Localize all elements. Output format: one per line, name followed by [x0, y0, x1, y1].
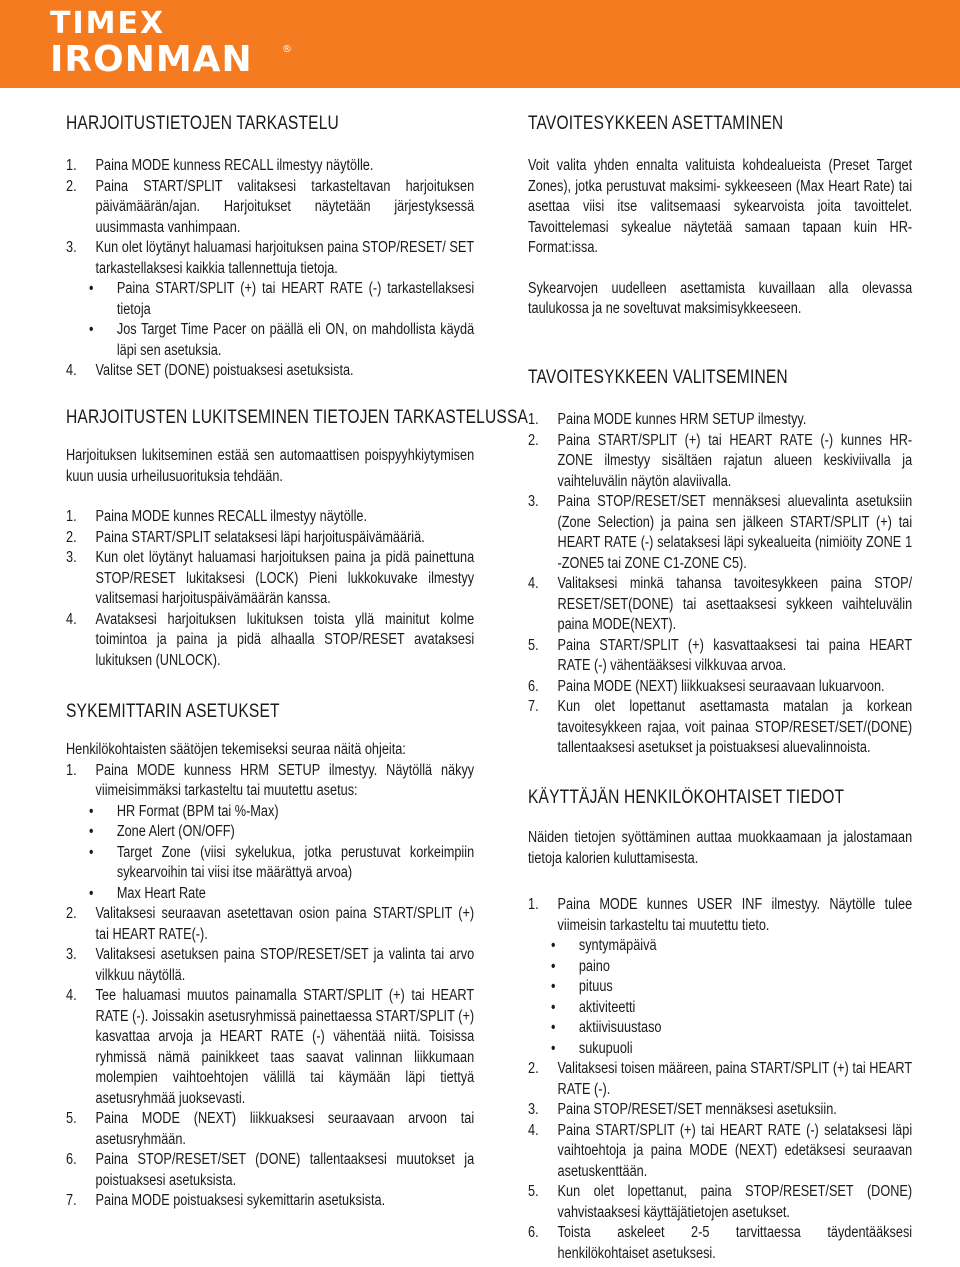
numbered-list	[528, 410, 912, 759]
numbered-list	[66, 761, 474, 802]
list-item: 7. Kun olet lopettanut asettamasta matalan ja korkean tavoitesykkeen rajaa, voit painaa STOP/RESET/SET/(DONE) tallentaaksesi asetukset ja poistuaksesi aluevalinnoista.	[528, 698, 913, 756]
logo-ironman: IRONMAN	[50, 39, 253, 80]
section-intro: Harjoituksen lukitseminen estää sen automaattisen poispyyhkiytymisen kuun uusia urheilusuorituksia tehdään.	[66, 447, 475, 485]
section-intro: Näiden tietojen syöttäminen auttaa muokkaamaan ja jalostamaan tietoja kalorien kuluttamisesta.	[528, 829, 913, 867]
paragraph: Sykearvojen uudelleen asettamista kuvaillaan alla olevassa taulukossa ja ne soveltuvat maksimisykkeeseen.	[528, 279, 913, 317]
section-title: SYKEMITTARIN ASETUKSET	[66, 701, 280, 722]
list-item: 5. Kun olet lopettanut, paina STOP/RESET/SET (DONE) vahvistaaksesi käyttäjätietojen asetukset.	[528, 1183, 913, 1221]
section-title: TAVOITESYKKEEN VALITSEMINEN	[528, 367, 788, 388]
section-kayttajan-tiedot	[528, 786, 912, 1264]
list-item: 2. Valitaksesi seuraavan asetettavan osion paina START/SPLIT (+) tai HEART RATE(-).	[66, 905, 475, 943]
list-item: 4. Avataksesi harjoituksen lukituksen toista yllä mainitut kolme toimintoa ja paina ja pidä alhaalla STOP/RESET avataksesi lukituksen (UNLOCK).	[66, 610, 475, 669]
list-item: 7. Paina MODE poistuaksesi sykemittarin asetuksista.	[66, 1192, 386, 1209]
numbered-list	[528, 895, 912, 936]
list-item: 3. Kun olet löytänyt haluamasi harjoituksen paina ja pidä painettuna STOP/RESET lukitaksesi (LOCK) Pieni lukkokuvake ilmestyy valitsemasi harjoituspäivämäärän kanssa.	[66, 549, 475, 607]
bullet-list	[66, 279, 474, 361]
bullet-item: • aktiivisuustaso	[550, 1019, 662, 1036]
list-item: 4. Valitse SET (DONE) poistuaksesi asetuksista.	[66, 362, 354, 379]
list-item: 6. Paina MODE (NEXT) liikkuaksesi seuraavaan lukuarvoon.	[528, 677, 885, 695]
numbered-list	[66, 361, 474, 382]
brand-header	[0, 0, 960, 88]
list-item: 1. Paina MODE kunnes HRM SETUP ilmestyy.	[528, 411, 807, 428]
bullet-item: • Target Zone (viisi sykelukua, jotka perustuvat korkeimpiin sykearvoihin tai viisi itse määrättyä arvoa)	[88, 843, 475, 881]
bullet-item: • sukupuoli	[550, 1039, 633, 1057]
list-item: 2. Valitaksesi toisen määreen, paina START/SPLIT (+) tai HEART RATE (-).	[528, 1060, 913, 1098]
list-item: 6. Toista askeleet 2-5 tarvittaessa täydentääksesi henkilökohtaiset asetuksesi.	[528, 1224, 913, 1262]
bullet-item: • paino	[550, 957, 610, 975]
section-title: TAVOITESYKKEEN ASETTAMINEN	[528, 113, 784, 134]
list-item: 5. Paina START/SPLIT (+) kasvattaaksesi tai paina HEART RATE (-) vähentääksesi vilkkuvaa arvoa.	[528, 636, 913, 674]
list-item: 4. Paina START/SPLIT (+) tai HEART RATE (-) selataksesi läpi vaihtoehtoja ja paina MODE (NEXT) edetäksesi seuraavan asetuskenttään.	[528, 1121, 913, 1180]
list-item: 1. Paina MODE kunness RECALL ilmestyy näytölle.	[66, 157, 374, 174]
list-item: 1. Paina MODE kunnes USER INF ilmestyy. Näytölle tulee viimeisin tarkasteltu tai muutettu tieto.	[528, 896, 913, 934]
list-item: 4. Tee haluamasi muutos painamalla START/SPLIT (+) tai HEART RATE (-). Joissakin asetusryhmissä painettaessa START/SPLIT (+) kasvattaa arvoja ja HEART RATE (-) vähentää niitä. Toisissa ryhmissä nämä painikkeet taas saavat valinnan liikkumaan molempien vaihtoehtojen välillä tai käymään läpi tiettyä asetusryhmää juoksevasti.	[66, 987, 475, 1107]
bullet-item: • pituus	[550, 978, 613, 995]
list-item: 2. Paina START/SPLIT (+) tai HEART RATE (-) kunnes HR-ZONE ilmestyy sisältäen rajatun alueen keskiviivalla ja vaihteluvälin näytön alaviivalla.	[528, 431, 913, 490]
numbered-list	[66, 507, 474, 671]
list-item: 5. Paina MODE (NEXT) liikkuaksesi seuraavaan arvoon tai asetusryhmään.	[66, 1110, 475, 1148]
bullet-item: • Max Heart Rate	[88, 884, 206, 902]
numbered-list	[66, 904, 474, 1212]
bullet-item: • HR Format (BPM tai %-Max)	[88, 802, 279, 820]
bullet-item: • syntymäpäivä	[550, 937, 657, 954]
bullet-list	[528, 936, 912, 1059]
list-item: 2. Paina START/SPLIT selataksesi läpi harjoituspäivämääriä.	[66, 528, 425, 546]
numbered-list	[528, 1059, 912, 1264]
section-title: KÄYTTÄJÄN HENKILÖKOHTAISET TIEDOT	[528, 787, 845, 808]
paragraph: Voit valita yhden ennalta valituista kohdealueista (Preset Target Zones), jotka perustuvat maksimi- sykkeeseen (Max Heart Rate) tai asettaa viisi itse valitsemaasi sykearvoista joita tavoittelet. Tavoittelemasi sykealue näytetää samaan tapaan kuin HR-Format:issa.	[528, 157, 913, 256]
list-item: 3. Kun olet löytänyt haluamasi harjoituksen paina STOP/RESET/ SET tarkastellaksesi kaikkia tallennettuja tietoja.	[66, 239, 475, 277]
list-item: 1. Paina MODE kunness HRM SETUP ilmestyy. Näytöllä näkyy viimeisimmäksi tarkasteltu tai muutettu asetus:	[66, 761, 475, 799]
logo-timex: TIMEX	[50, 6, 166, 41]
section-harjoitustietojen	[66, 112, 474, 382]
section-title: HARJOITUSTIETOJEN TARKASTELU	[66, 113, 339, 134]
list-item: 3. Valitaksesi asetuksen paina STOP/RESET/SET ja valinta tai arvo vilkkuu näytöllä.	[66, 946, 475, 984]
section-tavoitesykkeen-asettaminen	[528, 112, 912, 320]
numbered-list	[66, 156, 474, 279]
section-sykemittarin	[66, 700, 474, 1212]
list-item: 3. Paina STOP/RESET/SET mennäksesi aluevalinta asetuksiin (Zone Selection) ja paina sen jälkeen START/SPLIT (+) tai HEART RATE (-) selataksesi läpi sykealueita (nimiöity ZONE 1 -ZONE5 tai ZONE C1-ZONE C5).	[528, 493, 913, 572]
list-item: 4. Valitaksesi minkä tahansa tavoitesykkeen paina STOP/ RESET/SET(DONE) tai asettaaksesi sykkeen vaihteluvälin paina MODE(NEXT).	[528, 575, 913, 633]
bullet-list	[66, 802, 474, 905]
section-intro: Henkilökohtaisten säätöjen tekemiseksi seuraa näitä ohjeita:	[66, 741, 406, 758]
list-item: 6. Paina STOP/RESET/SET (DONE) tallentaaksesi muutokset ja poistuaksesi asetuksista.	[66, 1151, 475, 1189]
section-title: HARJOITUSTEN LUKITSEMINEN TIETOJEN TARKASTELUSSA	[66, 407, 529, 428]
section-lukitseminen	[66, 406, 529, 671]
bullet-item: • Paina START/SPLIT (+) tai HEART RATE (-) tarkastellaksesi tietoja	[88, 280, 475, 318]
bullet-item: • Jos Target Time Pacer on päällä eli ON, on mahdollista käydä läpi sen asetuksia.	[88, 321, 475, 359]
bullet-item: • Zone Alert (ON/OFF)	[88, 823, 235, 840]
list-item: 1. Paina MODE kunnes RECALL ilmestyy näytölle.	[66, 508, 368, 525]
registered-mark: ®	[282, 44, 292, 55]
bullet-item: • aktiviteetti	[550, 998, 636, 1016]
list-item: 2. Paina START/SPLIT valitaksesi tarkasteltavan harjoituksen päivämäärän/ajan. Harjoitukset näytetään järjestyksessä uusimmasta vanhimpaan.	[66, 177, 475, 236]
list-item: 3. Paina STOP/RESET/SET mennäksesi asetuksiin.	[528, 1101, 837, 1118]
section-tavoitesykkeen-valitseminen	[528, 366, 912, 759]
